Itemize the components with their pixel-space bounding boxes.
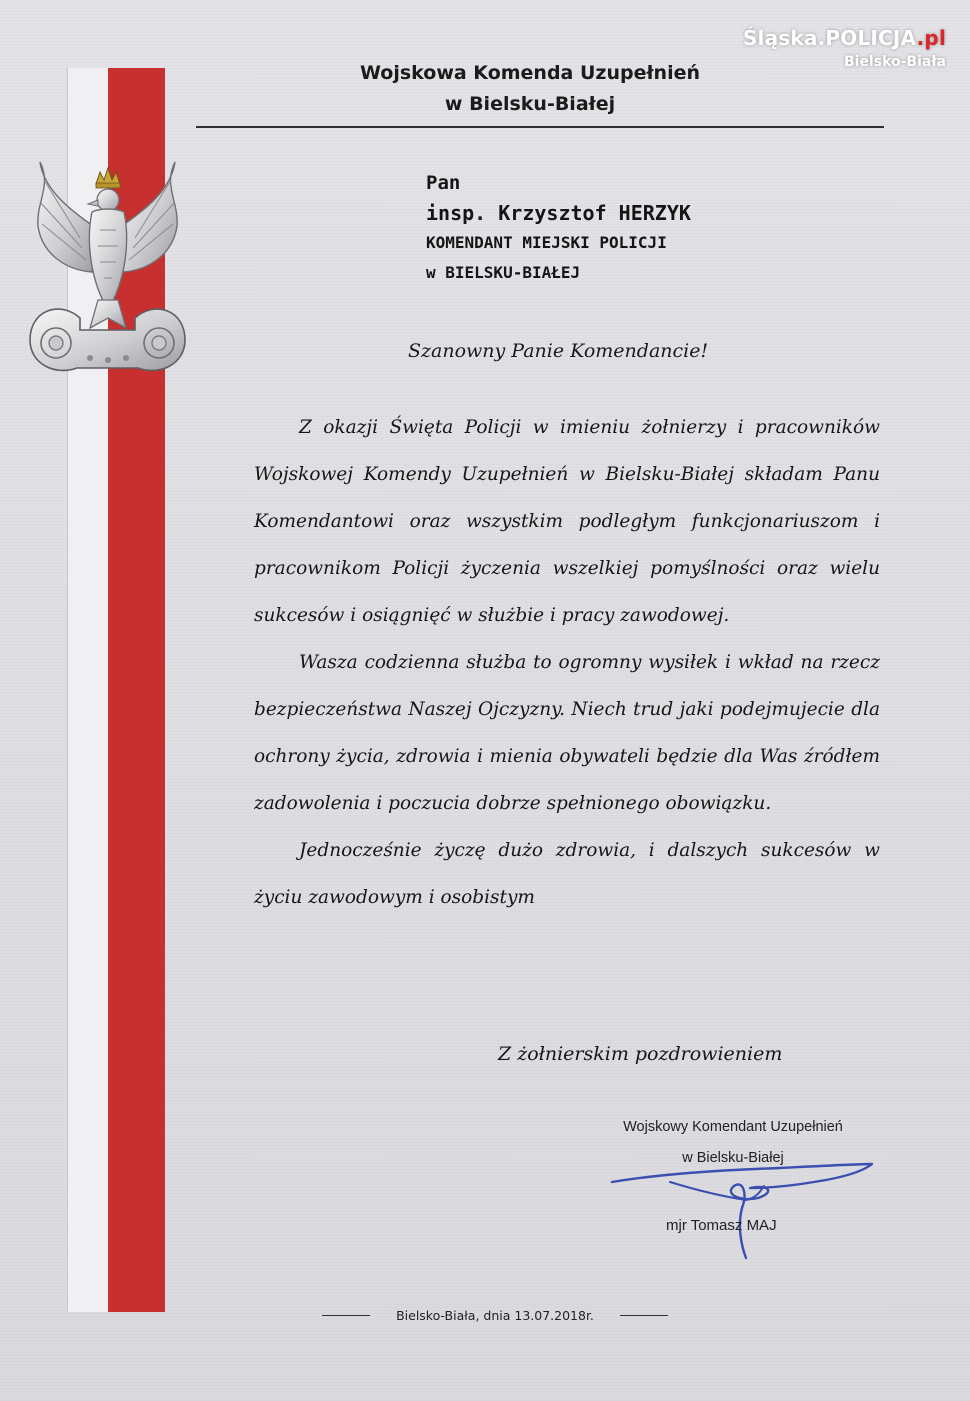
recipient-line3: KOMENDANT MIEJSKI POLICJI: [426, 233, 667, 252]
signer-name: mjr Tomasz MAJ: [666, 1217, 777, 1234]
polish-eagle-emblem-icon: [20, 150, 195, 385]
recipient-line2: insp. Krzysztof HERZYK: [426, 201, 691, 225]
footer: [300, 1308, 690, 1323]
place-date: Bielsko-Biała, dnia 13.07.2018r.: [396, 1308, 594, 1323]
letterhead-divider: [196, 126, 884, 128]
watermark-brand-suffix: .pl: [916, 26, 946, 50]
watermark-brand-main: Śląska.POLICJA: [742, 26, 917, 50]
footer-right-line: [620, 1315, 668, 1316]
paragraph-3: Jednocześnie życzę dużo zdrowia, i dalszych sukcesów w życiu zawodowym i osobistym: [254, 840, 880, 908]
letterhead: [300, 58, 760, 120]
paragraph-2: Wasza codzienna służba to ogromny wysiłek i wkład na rzecz bezpieczeństwa Naszej Ojczyzny. Niech trud jaki podejmujecie dla ochrony życia, zdrowia i mienia obywateli będzie dla Was źródłem zadowolenia i poczucia dobrze spełnionego obowiązku.: [254, 652, 880, 814]
watermark-city: Bielsko-Biała: [843, 54, 946, 70]
recipient-block: [426, 168, 691, 288]
signer-title-line1: Wojskowy Komendant Uzupełnień: [623, 1119, 843, 1135]
site-watermark: [743, 26, 946, 70]
watermark-brand: [743, 26, 946, 50]
salutation: Szanowny Panie Komendancie!: [408, 340, 709, 362]
letterhead-line1: Wojskowa Komenda Uzupełnień: [359, 62, 700, 84]
letter-body: [254, 404, 880, 921]
footer-left-line: [322, 1315, 370, 1316]
letterhead-line2: w Bielsku-Białej: [444, 93, 616, 115]
recipient-line1: Pan: [426, 172, 461, 194]
handwritten-signature: [600, 1148, 880, 1268]
paragraph-1: Z okazji Święta Policji w imieniu żołnierzy i pracowników Wojskowej Komendy Uzupełnień w Bielsku-Białej składam Panu Komendantowi oraz wszystkim podległym funkcjonariuszom i pracownikom Policji życzenia wszelkiej pomyślności oraz wielu sukcesów i osiągnięć w służbie i pracy zawodowej.: [254, 417, 880, 626]
signer-title-line2: w Bielsku-Białej: [682, 1150, 784, 1166]
closing-line: Z żołnierskim pozdrowieniem: [498, 1043, 783, 1065]
recipient-line4: w BIELSKU-BIAŁEJ: [426, 263, 581, 282]
